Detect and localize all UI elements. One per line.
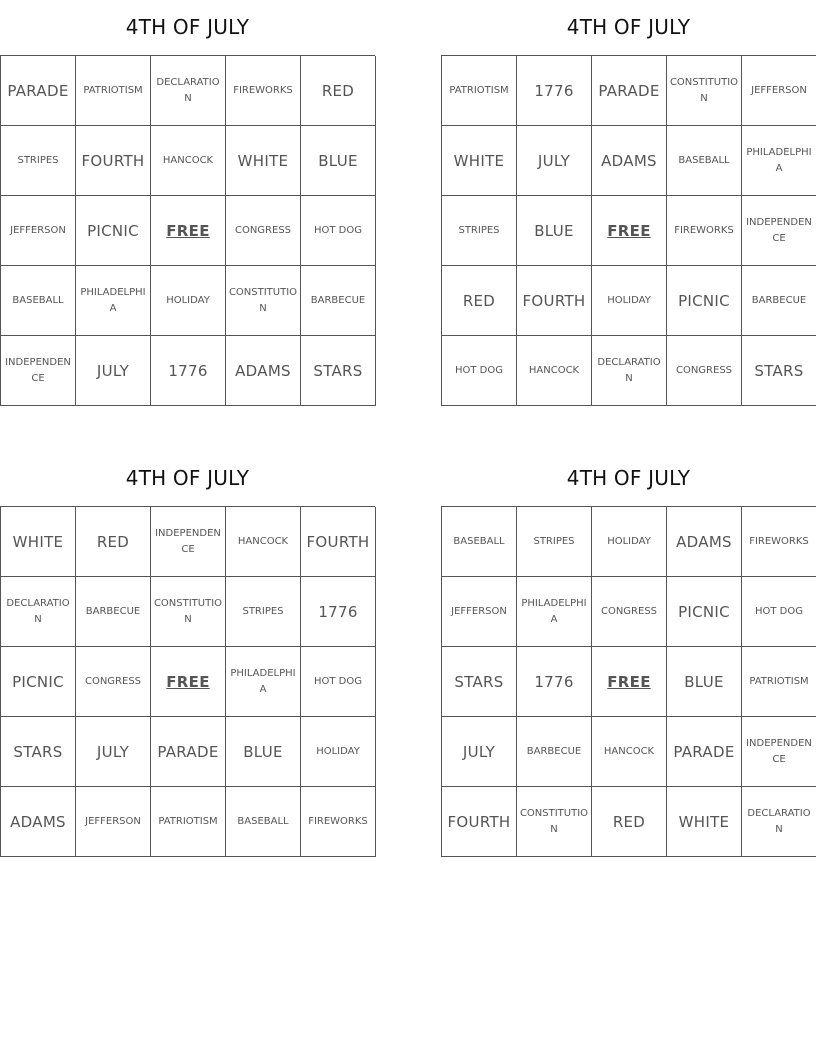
bingo-cell (76, 507, 151, 577)
cell-word: 1776 (168, 361, 208, 380)
cell-word: BLUE (534, 221, 574, 240)
bingo-cell (301, 336, 376, 406)
bingo-cell (442, 266, 517, 336)
bingo-cell (742, 126, 816, 196)
bingo-cell (592, 266, 667, 336)
bingo-cell (226, 336, 301, 406)
bingo-grid (0, 55, 375, 406)
bingo-cell (592, 507, 667, 577)
cell-word: WHITE (678, 812, 730, 831)
bingo-cell (742, 717, 816, 787)
bingo-cell (667, 577, 742, 647)
bingo-cell (442, 56, 517, 126)
cell-word: JULY (462, 742, 496, 761)
cell-word: FIREWORKS (749, 535, 809, 547)
cell-word: WHITE (12, 532, 64, 551)
bingo-cell (1, 787, 76, 857)
bingo-cell (742, 266, 816, 336)
cell-word: HOT DOG (755, 605, 803, 617)
cell-word: DECLARATION (156, 76, 220, 104)
bingo-grid (441, 506, 816, 857)
bingo-cell (151, 336, 226, 406)
bingo-cell (1, 266, 76, 336)
cell-word: BASEBALL (453, 535, 505, 547)
cell-word: WHITE (237, 151, 289, 170)
cell-word: ADAMS (676, 532, 732, 551)
bingo-cell (592, 126, 667, 196)
cell-word: BLUE (318, 151, 358, 170)
bingo-cell (301, 577, 376, 647)
cell-word: DECLARATION (597, 356, 661, 384)
bingo-grid (0, 506, 375, 857)
bingo-cell (1, 196, 76, 266)
cell-word: PICNIC (678, 291, 730, 310)
cell-word: HOT DOG (314, 224, 362, 236)
bingo-cell (742, 787, 816, 857)
cell-word: FREE (166, 221, 210, 240)
cell-word: CONGRESS (234, 224, 292, 236)
bingo-cell (517, 577, 592, 647)
bingo-cell (76, 717, 151, 787)
bingo-cell (742, 507, 816, 577)
cell-word: PHILADELPHIA (230, 667, 296, 695)
cell-word: BARBECUE (751, 294, 807, 306)
bingo-cell (151, 787, 226, 857)
cell-word: HOLIDAY (166, 294, 210, 306)
cell-word: RED (96, 532, 130, 551)
bingo-cell (151, 126, 226, 196)
bingo-cell (76, 266, 151, 336)
bingo-cell (76, 196, 151, 266)
cell-word: FIREWORKS (674, 224, 734, 236)
bingo-cell (517, 196, 592, 266)
cell-word: PICNIC (678, 602, 730, 621)
bingo-cell (301, 126, 376, 196)
bingo-cell (667, 507, 742, 577)
bingo-card-2 (441, 0, 816, 406)
bingo-cell (76, 126, 151, 196)
bingo-cell (442, 787, 517, 857)
cell-word: BARBECUE (526, 745, 582, 757)
bingo-cell (151, 717, 226, 787)
cell-word: HOT DOG (314, 675, 362, 687)
bingo-cell (226, 647, 301, 717)
cell-word: CONGRESS (675, 364, 733, 376)
bingo-cell (592, 56, 667, 126)
bingo-cell (1, 336, 76, 406)
bingo-grid (441, 55, 816, 406)
bingo-cell (517, 126, 592, 196)
bingo-cell (1, 507, 76, 577)
bingo-card-3 (0, 451, 375, 857)
cell-word: STARS (454, 672, 504, 691)
free-space-cell (592, 647, 667, 717)
cell-word: PICNIC (87, 221, 139, 240)
bingo-cell (226, 196, 301, 266)
bingo-cell (76, 56, 151, 126)
bingo-cell (742, 577, 816, 647)
cell-word: PARADE (598, 81, 660, 100)
bingo-card-1 (0, 0, 375, 406)
cell-word: ADAMS (235, 361, 291, 380)
cell-word: PHILADELPHIA (521, 597, 587, 625)
cell-word: CONSTITUTION (519, 807, 589, 835)
bingo-cell (1, 647, 76, 717)
cell-word: STRIPES (242, 605, 284, 617)
bingo-cell (517, 266, 592, 336)
cell-word: BARBECUE (85, 605, 141, 617)
cell-word: PARADE (157, 742, 219, 761)
cell-word: PATRIOTISM (158, 815, 218, 827)
cell-word: JEFFERSON (85, 815, 141, 827)
cell-word: PATRIOTISM (83, 84, 143, 96)
cell-word: DECLARATION (747, 807, 811, 835)
bingo-cell (151, 56, 226, 126)
cell-word: CONSTITUTION (228, 286, 298, 314)
cell-word: JULY (537, 151, 571, 170)
bingo-cell (226, 577, 301, 647)
cell-word: STARS (13, 742, 63, 761)
bingo-cell (742, 647, 816, 717)
cell-word: FREE (607, 221, 651, 240)
bingo-cell (226, 787, 301, 857)
bingo-cell (226, 266, 301, 336)
cell-word: BARBECUE (310, 294, 366, 306)
cell-word: CONGRESS (600, 605, 658, 617)
bingo-cell (1, 126, 76, 196)
bingo-cell (517, 647, 592, 717)
cell-word: FOURTH (447, 812, 511, 831)
cell-word: RED (462, 291, 496, 310)
bingo-cell (151, 577, 226, 647)
bingo-cell (592, 787, 667, 857)
bingo-cell (442, 647, 517, 717)
cell-word: HOT DOG (455, 364, 503, 376)
card-title: 4TH OF JULY (566, 466, 691, 490)
cell-word: HANCOCK (603, 745, 655, 757)
cell-word: STRIPES (458, 224, 500, 236)
bingo-cell (442, 126, 517, 196)
bingo-cell (76, 647, 151, 717)
cell-word: INDEPENDENCE (5, 356, 71, 384)
cell-word: RED (612, 812, 646, 831)
bingo-cell (517, 717, 592, 787)
bingo-cell (517, 787, 592, 857)
bingo-cell (517, 507, 592, 577)
bingo-cell (592, 717, 667, 787)
cell-word: ADAMS (601, 151, 657, 170)
bingo-cell (517, 56, 592, 126)
cell-word: HOLIDAY (316, 745, 360, 757)
cell-word: HOLIDAY (607, 535, 651, 547)
free-space-cell (592, 196, 667, 266)
card-title: 4TH OF JULY (566, 15, 691, 39)
bingo-cell (442, 717, 517, 787)
bingo-cell (301, 196, 376, 266)
cell-word: STRIPES (533, 535, 575, 547)
bingo-cell (742, 196, 816, 266)
cell-word: CONSTITUTION (669, 76, 739, 104)
bingo-cell (301, 507, 376, 577)
cell-word: FIREWORKS (233, 84, 293, 96)
cell-word: BLUE (684, 672, 724, 691)
bingo-cell (667, 787, 742, 857)
cell-word: PHILADELPHIA (80, 286, 146, 314)
bingo-cell (517, 336, 592, 406)
bingo-cell (151, 507, 226, 577)
bingo-cell (226, 717, 301, 787)
cell-word: STRIPES (17, 154, 59, 166)
bingo-cell (592, 577, 667, 647)
cell-word: BASEBALL (12, 294, 64, 306)
cell-word: FOURTH (81, 151, 145, 170)
cell-word: ADAMS (10, 812, 66, 831)
bingo-cell (442, 336, 517, 406)
bingo-cell (301, 56, 376, 126)
cell-word: PHILADELPHIA (746, 146, 812, 174)
bingo-cell (592, 336, 667, 406)
cell-word: PICNIC (12, 672, 64, 691)
cell-word: PATRIOTISM (749, 675, 809, 687)
bingo-cell (667, 647, 742, 717)
cell-word: 1776 (318, 602, 358, 621)
cell-word: JULY (96, 361, 130, 380)
cell-word: BASEBALL (678, 154, 730, 166)
bingo-cell (667, 126, 742, 196)
cell-word: FIREWORKS (308, 815, 368, 827)
cell-word: HANCOCK (162, 154, 214, 166)
bingo-card-4 (441, 451, 816, 857)
cell-word: WHITE (453, 151, 505, 170)
cell-word: STARS (313, 361, 363, 380)
bingo-cell (76, 787, 151, 857)
bingo-cell (742, 336, 816, 406)
bingo-cell (442, 577, 517, 647)
cell-word: INDEPENDENCE (746, 216, 812, 244)
cell-word: JEFFERSON (10, 224, 66, 236)
cell-word: BASEBALL (237, 815, 289, 827)
cell-word: JEFFERSON (751, 84, 807, 96)
cell-word: JEFFERSON (451, 605, 507, 617)
free-space-cell (151, 196, 226, 266)
card-title: 4TH OF JULY (125, 466, 250, 490)
free-space-cell (151, 647, 226, 717)
cell-word: STARS (754, 361, 804, 380)
bingo-cell (76, 577, 151, 647)
bingo-cell (226, 507, 301, 577)
bingo-cell (301, 717, 376, 787)
cell-word: JULY (96, 742, 130, 761)
cell-word: BLUE (243, 742, 283, 761)
bingo-cell (667, 336, 742, 406)
bingo-cell (667, 196, 742, 266)
cell-word: 1776 (534, 81, 574, 100)
cell-word: PARADE (673, 742, 735, 761)
bingo-cell (742, 56, 816, 126)
bingo-cell (1, 717, 76, 787)
bingo-cell (667, 266, 742, 336)
bingo-cell (667, 717, 742, 787)
bingo-cell (76, 336, 151, 406)
bingo-cell (1, 56, 76, 126)
bingo-cell (151, 266, 226, 336)
bingo-cell (1, 577, 76, 647)
cell-word: INDEPENDENCE (155, 527, 221, 555)
cell-word: 1776 (534, 672, 574, 691)
bingo-cell (301, 787, 376, 857)
cell-word: PARADE (7, 81, 69, 100)
bingo-cell (667, 56, 742, 126)
bingo-cell (301, 266, 376, 336)
cell-word: HOLIDAY (607, 294, 651, 306)
cell-word: FREE (166, 672, 210, 691)
cell-word: FOURTH (306, 532, 370, 551)
bingo-cell (226, 126, 301, 196)
cell-word: CONGRESS (84, 675, 142, 687)
bingo-cell (301, 647, 376, 717)
bingo-cell (442, 507, 517, 577)
cell-word: HANCOCK (528, 364, 580, 376)
cell-word: RED (321, 81, 355, 100)
cell-word: FOURTH (522, 291, 586, 310)
cell-word: INDEPENDENCE (746, 737, 812, 765)
cell-word: FREE (607, 672, 651, 691)
cell-word: HANCOCK (237, 535, 289, 547)
cell-word: PATRIOTISM (449, 84, 509, 96)
cell-word: CONSTITUTION (153, 597, 223, 625)
bingo-cell (442, 196, 517, 266)
card-title: 4TH OF JULY (125, 15, 250, 39)
cell-word: DECLARATION (6, 597, 70, 625)
bingo-cell (226, 56, 301, 126)
